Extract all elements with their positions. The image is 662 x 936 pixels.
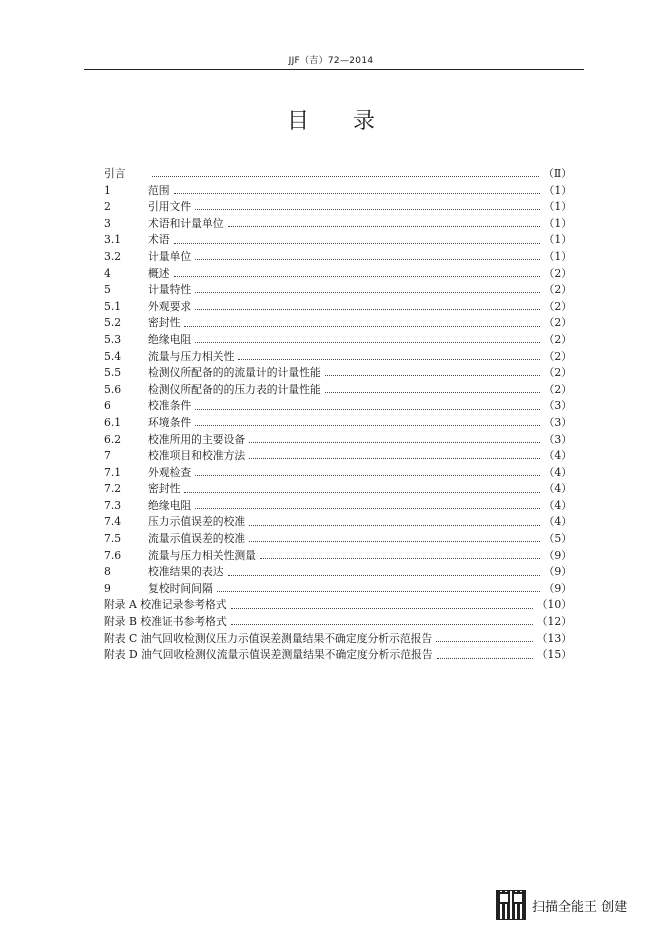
toc-entry-page: （Ⅱ）: [543, 167, 572, 180]
toc-entry-number: 3.1: [104, 233, 122, 247]
toc-entry-label: 计量特性: [148, 283, 192, 297]
toc-entry: [104, 199, 572, 216]
toc-entry-page: （15）: [536, 648, 572, 662]
toc-entry: [104, 315, 572, 332]
toc-entry-number: 7.6: [104, 548, 122, 562]
toc-entry-page: （4）: [543, 465, 572, 479]
toc-entry-label: 外观要求: [148, 299, 192, 313]
toc-entry-label: 术语和计量单位: [148, 216, 224, 230]
toc-entry-label: 校准条件: [148, 399, 192, 413]
toc-entry-page: （2）: [543, 382, 572, 396]
toc-leader-dots: [231, 624, 533, 625]
toc-entry: [104, 581, 572, 598]
toc-entry-label: 计量单位: [148, 249, 192, 263]
toc-entry-page: （2）: [543, 266, 572, 280]
toc-entry: [104, 232, 572, 249]
toc-leader-dots: [228, 226, 540, 227]
toc-entry-number: 3.2: [104, 249, 122, 263]
toc-entry-label: 附录 B 校准证书参考格式: [104, 615, 227, 629]
toc-entry: [104, 166, 572, 183]
toc-entry-label: 流量示值误差的校准: [148, 532, 246, 546]
toc-entry-page: （9）: [543, 581, 572, 595]
toc-entry-page: （2）: [543, 283, 572, 297]
toc-leader-dots: [238, 359, 539, 360]
toc-leader-dots: [249, 458, 539, 459]
toc-entry-number: 5.3: [104, 332, 122, 346]
toc-entry-number: 6: [104, 399, 111, 413]
toc-entry-number: 2: [104, 200, 111, 214]
toc-leader-dots: [249, 442, 539, 443]
toc-entry: [104, 564, 572, 581]
toc-entry: [104, 365, 572, 382]
toc-leader-dots: [436, 641, 532, 642]
toc-entry-page: （1）: [543, 216, 572, 230]
toc-leader-dots: [184, 492, 539, 493]
toc-entry-number: 5.1: [104, 299, 122, 313]
toc-entry-number: 4: [104, 266, 111, 280]
toc-entry: [104, 349, 572, 366]
toc-leader-dots: [195, 475, 539, 476]
toc-entry-page: （13）: [536, 631, 572, 645]
toc-entry-page: （10）: [536, 598, 572, 612]
toc-entry-label: 校准结果的表达: [148, 565, 224, 579]
toc-entry-number: 5: [104, 283, 111, 297]
toc-entry-label: 检测仪所配备的的压力表的计量性能: [148, 382, 321, 396]
toc-entry: [104, 514, 572, 531]
toc-entry-label: 检测仪所配备的的流量计的计量性能: [148, 366, 321, 380]
page-title: 目录: [286, 109, 419, 134]
toc-leader-dots: [217, 591, 540, 592]
toc-entry-label: 引用文件: [148, 200, 192, 214]
toc-entry-label: 密封性: [148, 316, 181, 330]
toc-entry-label: 范围: [148, 183, 170, 197]
toc-entry-number: 7: [104, 449, 111, 463]
toc-entry-page: （1）: [543, 200, 572, 214]
toc-entry-page: （2）: [543, 349, 572, 363]
toc-entry-label: 密封性: [148, 482, 181, 496]
toc-entry-number: 9: [104, 581, 111, 595]
toc-entry-page: （4）: [543, 449, 572, 463]
toc-leader-dots: [152, 176, 539, 177]
toc-entry-page: （4）: [543, 482, 572, 496]
toc-leader-dots: [174, 276, 540, 277]
toc-entry-page: （3）: [543, 399, 572, 413]
toc-leader-dots: [231, 608, 533, 609]
toc-entry: [104, 183, 572, 200]
toc-entry: [104, 398, 572, 415]
toc-entry: [104, 548, 572, 565]
toc-entry: [104, 415, 572, 432]
toc-leader-dots: [325, 392, 540, 393]
toc-entry: [104, 266, 572, 283]
qr-code-icon: [496, 890, 526, 920]
toc-entry-page: （2）: [543, 316, 572, 330]
toc-entry-number: 7.2: [104, 482, 122, 496]
toc-leader-dots: [174, 243, 540, 244]
toc-entry-label: 压力示值误差的校准: [148, 515, 246, 529]
toc-entry-page: （2）: [543, 366, 572, 380]
toc-entry: [104, 481, 572, 498]
toc-entry: [104, 498, 572, 515]
toc-leader-dots: [195, 342, 539, 343]
toc-entry-page: （1）: [543, 233, 572, 247]
toc-entry: [104, 647, 572, 664]
table-of-contents: [104, 166, 572, 664]
header-code: JJF（吉）72—2014: [288, 56, 374, 66]
toc-entry: [104, 448, 572, 465]
toc-entry: [104, 432, 572, 449]
header-rule: [84, 69, 584, 70]
toc-entry-number: 8: [104, 565, 111, 579]
toc-entry-label: 附表 C 油气回收检测仪压力示值误差测量结果不确定度分析示范报告: [104, 631, 433, 645]
toc-entry-page: （5）: [543, 532, 572, 546]
toc-entry-number: 引言: [104, 167, 126, 180]
toc-entry-page: （2）: [543, 299, 572, 313]
toc-entry: [104, 614, 572, 631]
toc-leader-dots: [228, 575, 540, 576]
toc-entry: [104, 465, 572, 482]
toc-entry: [104, 282, 572, 299]
toc-entry-page: （1）: [543, 249, 572, 263]
toc-entry-page: （4）: [543, 515, 572, 529]
toc-entry-label: 外观检查: [148, 465, 192, 479]
toc-entry-label: 绝缘电阻: [148, 498, 192, 512]
toc-entry-number: 5.4: [104, 349, 122, 363]
toc-entry-number: 5.5: [104, 366, 122, 380]
toc-entry-number: 7.3: [104, 498, 122, 512]
toc-entry-page: （12）: [536, 615, 572, 629]
toc-leader-dots: [195, 209, 539, 210]
toc-leader-dots: [249, 541, 539, 542]
toc-entry-page: （3）: [543, 432, 572, 446]
toc-entry-page: （2）: [543, 332, 572, 346]
toc-leader-dots: [195, 309, 539, 310]
toc-entry: [104, 531, 572, 548]
toc-leader-dots: [249, 525, 539, 526]
toc-leader-dots: [195, 259, 539, 260]
toc-entry-label: 绝缘电阻: [148, 332, 192, 346]
toc-entry-number: 7.1: [104, 465, 122, 479]
toc-leader-dots: [195, 409, 539, 410]
toc-leader-dots: [195, 425, 539, 426]
toc-entry-label: 校准所用的主要设备: [148, 432, 246, 446]
toc-entry: [104, 299, 572, 316]
toc-leader-dots: [184, 326, 539, 327]
toc-entry-number: 6.2: [104, 432, 122, 446]
toc-entry-label: 校准项目和校准方法: [148, 449, 246, 463]
toc-entry-page: （9）: [543, 565, 572, 579]
toc-entry-label: 术语: [148, 233, 170, 247]
toc-entry: [104, 597, 572, 614]
toc-leader-dots: [437, 658, 533, 659]
toc-entry-number: 6.1: [104, 415, 122, 429]
toc-entry-number: 7.4: [104, 515, 122, 529]
scanner-brand: [496, 890, 627, 920]
toc-entry-label: 环境条件: [148, 415, 192, 429]
toc-leader-dots: [174, 193, 540, 194]
toc-entry-number: 5.6: [104, 382, 122, 396]
toc-entry-number: 3: [104, 216, 111, 230]
toc-entry: [104, 216, 572, 233]
toc-entry-label: 附录 A 校准记录参考格式: [104, 598, 227, 612]
toc-entry-page: （3）: [543, 415, 572, 429]
toc-entry-label: 流量与压力相关性测量: [148, 548, 256, 562]
toc-entry: [104, 382, 572, 399]
toc-entry-label: 附表 D 油气回收检测仪流量示值误差测量结果不确定度分析示范报告: [104, 648, 433, 662]
toc-entry-number: 1: [104, 183, 111, 197]
toc-entry-label: 概述: [148, 266, 170, 280]
toc-entry-page: （1）: [543, 183, 572, 197]
toc-leader-dots: [195, 292, 539, 293]
toc-entry-number: 7.5: [104, 532, 122, 546]
toc-entry-page: （4）: [543, 498, 572, 512]
toc-entry: [104, 332, 572, 349]
brand-text: 扫描全能王 创建: [532, 899, 628, 915]
toc-entry: [104, 631, 572, 648]
toc-entry-page: （9）: [543, 548, 572, 562]
toc-entry-label: 复校时间间隔: [148, 581, 213, 595]
toc-leader-dots: [325, 375, 540, 376]
toc-entry-number: 5.2: [104, 316, 122, 330]
toc-entry: [104, 249, 572, 266]
toc-leader-dots: [195, 508, 539, 509]
toc-leader-dots: [260, 558, 540, 559]
toc-entry-label: 流量与压力相关性: [148, 349, 235, 363]
